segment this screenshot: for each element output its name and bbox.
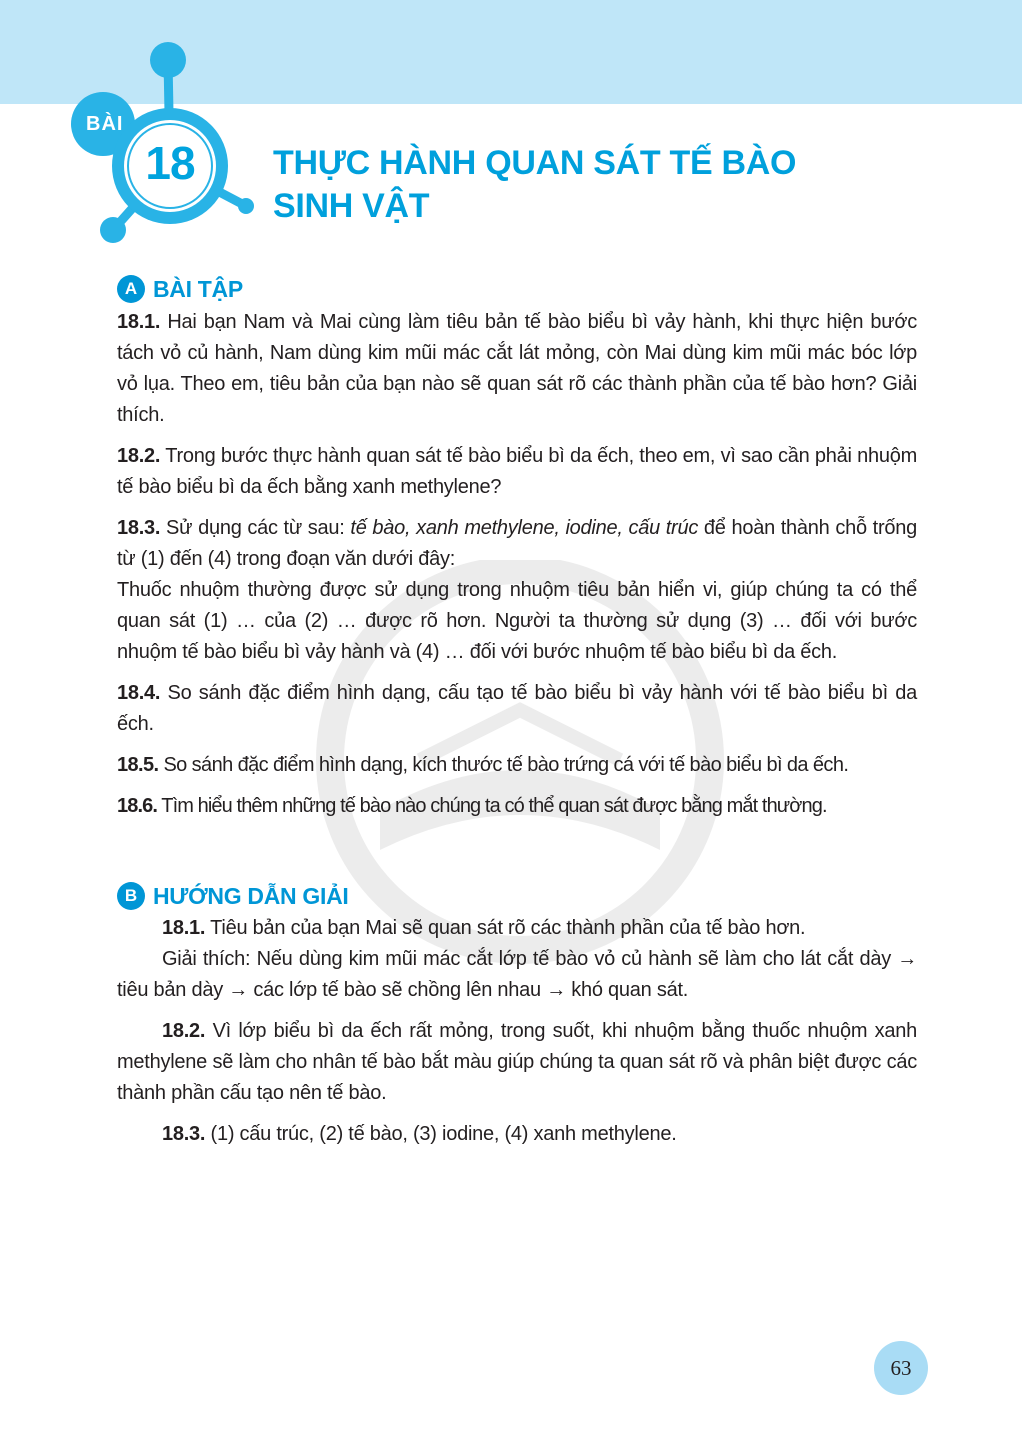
exercise-number: 18.2. [117, 445, 161, 467]
exercise-18-6 [117, 791, 917, 822]
exercise-number: 18.1. [117, 311, 161, 333]
exercise-18-4 [117, 678, 917, 740]
exercise-text: Trong bước thực hành quan sát tế bào biểu bì da ếch, theo em, vì sao cần phải nhuộm tế bào biểu bì da ếch bằng xanh methylene? [117, 445, 917, 498]
exercise-number: 18.4. [117, 682, 161, 704]
exercise-list [117, 307, 917, 832]
section-b-badge: B [117, 882, 145, 910]
answer-18-3 [117, 1119, 917, 1150]
exercise-text: Tìm hiểu thêm những tế bào nào chúng ta có thể quan sát được bằng mắt thường. [156, 795, 827, 817]
answer-number: 18.2. [162, 1020, 206, 1042]
lesson-number: 18 [145, 137, 195, 189]
exercise-text: Hai bạn Nam và Mai cùng làm tiêu bản tế bào biểu bì vảy hành, khi thực hiện bước tách vỏ củ hành, Nam dùng kim mũi mác cắt lát mỏng, còn Mai dùng kim mũi mác bóc lớp vỏ lụa. Theo em, tiêu bản của bạn nào sẽ quan sát rõ các thành phần của tế bào hơn? Giải thích. [117, 311, 917, 426]
section-b-title: HƯỚNG DẪN GIẢI [153, 882, 349, 909]
section-a-heading [117, 272, 243, 306]
answer-18-1 [117, 913, 917, 944]
exercise-number: 18.6. [117, 795, 157, 817]
page-title [273, 142, 973, 228]
page-number: 63 [874, 1341, 928, 1395]
exercise-18-1 [117, 307, 917, 431]
answer-text: Tiêu bản của bạn Mai sẽ quan sát rõ các thành phần của tế bào hơn. [205, 917, 806, 939]
section-a-title: BÀI TẬP [153, 275, 243, 302]
exercise-text: So sánh đặc điểm hình dạng, kích thước tế bào trứng cá với tế bào biểu bì da ếch. [158, 754, 849, 776]
title-line-1: THỰC HÀNH QUAN SÁT TẾ BÀO [273, 144, 797, 182]
lesson-badge [68, 38, 268, 258]
section-a-badge: A [117, 275, 145, 303]
exercise-number: 18.5. [117, 754, 159, 776]
answer-number: 18.3. [162, 1123, 206, 1145]
exercise-text: So sánh đặc điểm hình dạng, cấu tạo tế bào biểu bì vảy hành với tế bào biểu bì da ếch. [117, 682, 917, 735]
answer-18-1-explanation: Giải thích: Nếu dùng kim mũi mác cắt lớp tế bào vỏ củ hành sẽ làm cho lát cắt dày → tiêu bản dày → các lớp tế bào sẽ chồng lên nhau → khó quan sát. [117, 948, 917, 1001]
section-b-heading [117, 879, 349, 913]
exercise-18-5 [117, 750, 917, 781]
exercise-18-2 [117, 441, 917, 503]
title-line-2: SINH VẬT [273, 187, 430, 225]
answer-text: Vì lớp biểu bì da ếch rất mỏng, trong suốt, khi nhuộm bằng thuốc nhuộm xanh methylene sẽ làm cho nhân tế bào bắt màu giúp chúng ta quan sát rõ và phân biệt được các thành phần cấu tạo nên tế bào. [117, 1020, 917, 1104]
lesson-label: BÀI [86, 113, 124, 135]
exercise-18-3 [117, 513, 917, 575]
exercise-text: Sử dụng các từ sau: [160, 517, 351, 539]
exercise-number: 18.3. [117, 517, 161, 539]
answer-18-2 [117, 1016, 917, 1109]
exercise-18-3-passage: Thuốc nhuộm thường được sử dụng trong nhuộm tiêu bản hiển vi, giúp chúng ta có thể quan sát (1) … của (2) … được rõ hơn. Người ta thường sử dụng (3) … đối với bước nhuộm tế bào biểu bì vảy hành và (4) … đối với bước nhuộm tế bào biểu bì da ếch. [117, 579, 917, 663]
exercise-text: để hoàn thành chỗ trống từ (1) đến (4) trong đoạn văn dưới đây: [117, 517, 917, 570]
answer-list [117, 913, 917, 1160]
answer-number: 18.1. [162, 917, 206, 939]
answer-text: (1) cấu trúc, (2) tế bào, (3) iodine, (4) xanh methylene. [205, 1123, 677, 1145]
exercise-word-list: tế bào, xanh methylene, iodine, cấu trúc [350, 517, 699, 539]
